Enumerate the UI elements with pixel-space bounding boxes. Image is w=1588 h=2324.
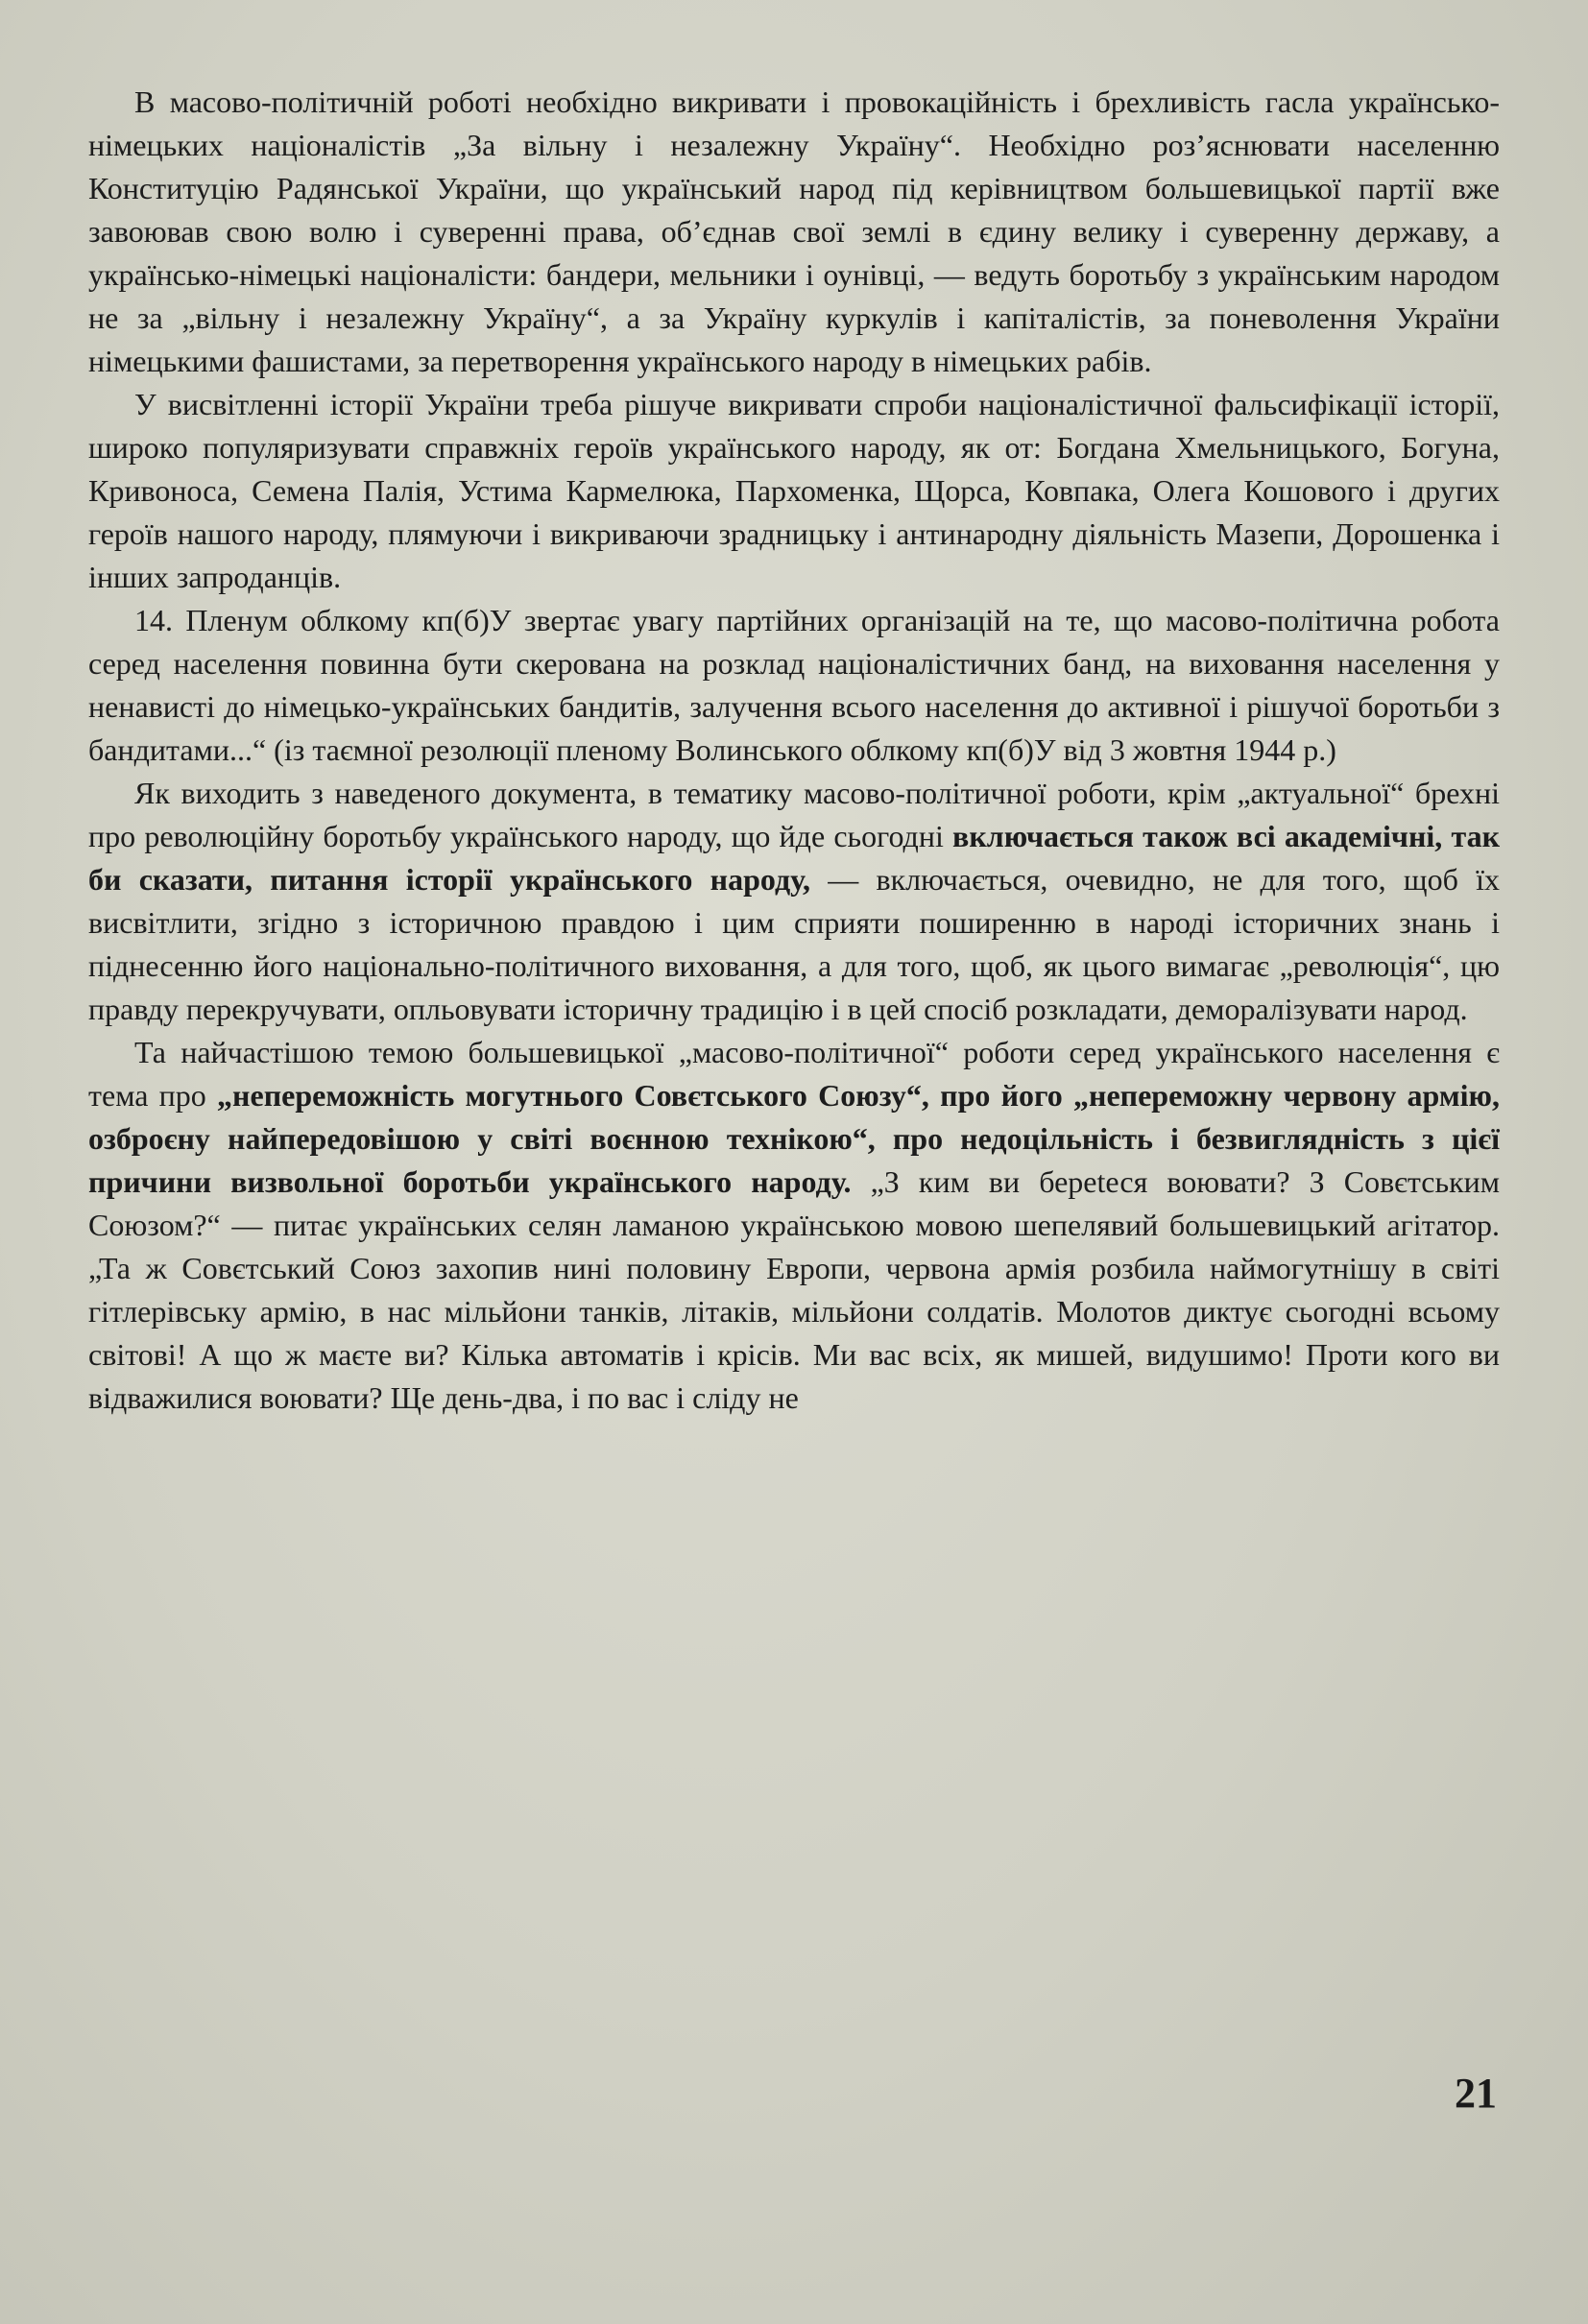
page-number: 21: [1455, 2070, 1497, 2117]
paragraph-5-emphasis: „непереможність могутнього Совєтського Союзу“, про його „непереможну червону армію, озброєну найпередовішою у світі воєнною технікою“, про недоцільність і безвиглядність з цієї причини визвольної боротьби українського народу.: [88, 1078, 1501, 1199]
paragraph-5: [88, 1031, 1500, 1420]
paragraph-4-text-b: — включається, очевидно, не для того, щоб їх висвітлити, згідно з історичною правдою і цим сприяти поширенню в народі історичних знань і піднесенню його національно-політичного виховання, а для того, щоб, як цього вимагає „революція“, цю правду перекручувати, опльовувати історичну традицію і в цей спосіб розкладати, деморалізувати народ.: [88, 862, 1501, 1026]
paragraph-1-text: В масово-політичній роботі необхідно викривати і провокаційність і брехливість гасла українсько-німецьких націоналістів „За вільну і незалежну Україну“. Необхідно роз’яснювати населенню Конституцію Радянської України, що український народ під керівництвом большевицької партії вже завоював свою волю і суверенні права, об’єднав свої землі в єдину велику і суверенну державу, а українсько-німецькі націоналісти: бандери, мельники і оунівці, — ведуть боротьбу з українським народом не за „вільну і незалежну Україну“, а за Україну куркулів і капіталістів, за поневолення України німецькими фашистами, за перетворення українського народу в німецьких рабів.: [88, 84, 1500, 378]
paragraph-3-text: 14. Пленум облкому кп(б)У звертає увагу партійних організацій на те, що масово-політична робота серед населення повинна бути скерована на розклад націоналістичних банд, на виховання населення у ненависті до німецько-українських бандитів, залучення всього населення до активної і рішучої боротьби з бандитами...“ (із таємної резолюції пленому Волинського облкому кп(б)У від 3 жовтня 1944 р.): [88, 603, 1500, 767]
paragraph-4: [88, 772, 1500, 1031]
paragraph-3: [88, 599, 1500, 772]
paragraph-4-emphasis: включається також всі академічні, так би сказати, питання історії українського народу,: [88, 819, 1501, 897]
paragraph-4-text-a: Як виходить з наведеного документа, в тематику масово-політичної роботи, крім „актуальної“ брехні про революційну боротьбу українського народу, що йде сьогодні: [88, 776, 1500, 853]
paragraph-5-text-b: „З ким ви берetеся воювати? З Совєтським Союзом?“ — питає українських селян ламаною українською мовою шепелявий большевицький агітатор. „Та ж Совєтський Союз захопив нині половину Европи, червона армія розбила наймогутнішу в світі гітлерівську армію, в нас мільйони танків, літаків, мільйони солдатів. Молотов диктує сьогодні всьому світові! А що ж маєте ви? Кілька автоматів і крісів. Ми вас всіх, як мишей, видушимо! Проти кого ви відважилися воювати? Ще день-два, і по вас і сліду не: [88, 1164, 1501, 1415]
body-text: [88, 81, 1500, 1420]
paragraph-1: [88, 81, 1500, 383]
paragraph-2: [88, 383, 1500, 599]
paragraph-5-text-a: Та найчастішою темою большевицької „масово-політичної“ роботи серед українського населення є тема про: [88, 1035, 1500, 1113]
paragraph-2-text: У висвітленні історії України треба рішуче викривати спроби націоналістичної фальсифікації історії, широко популяризувати справжніх героїв українського народу, як от: Богдана Хмельницького, Богуна, Кривоноса, Семена Палія, Устима Кармелюка, Пархоменка, Щорса, Ковпака, Олега Кошового і других героїв нашого народу, плямуючи і викриваючи зрадницьку і антинародну діяльність Мазепи, Дорошенка і інших запроданців.: [88, 387, 1500, 594]
